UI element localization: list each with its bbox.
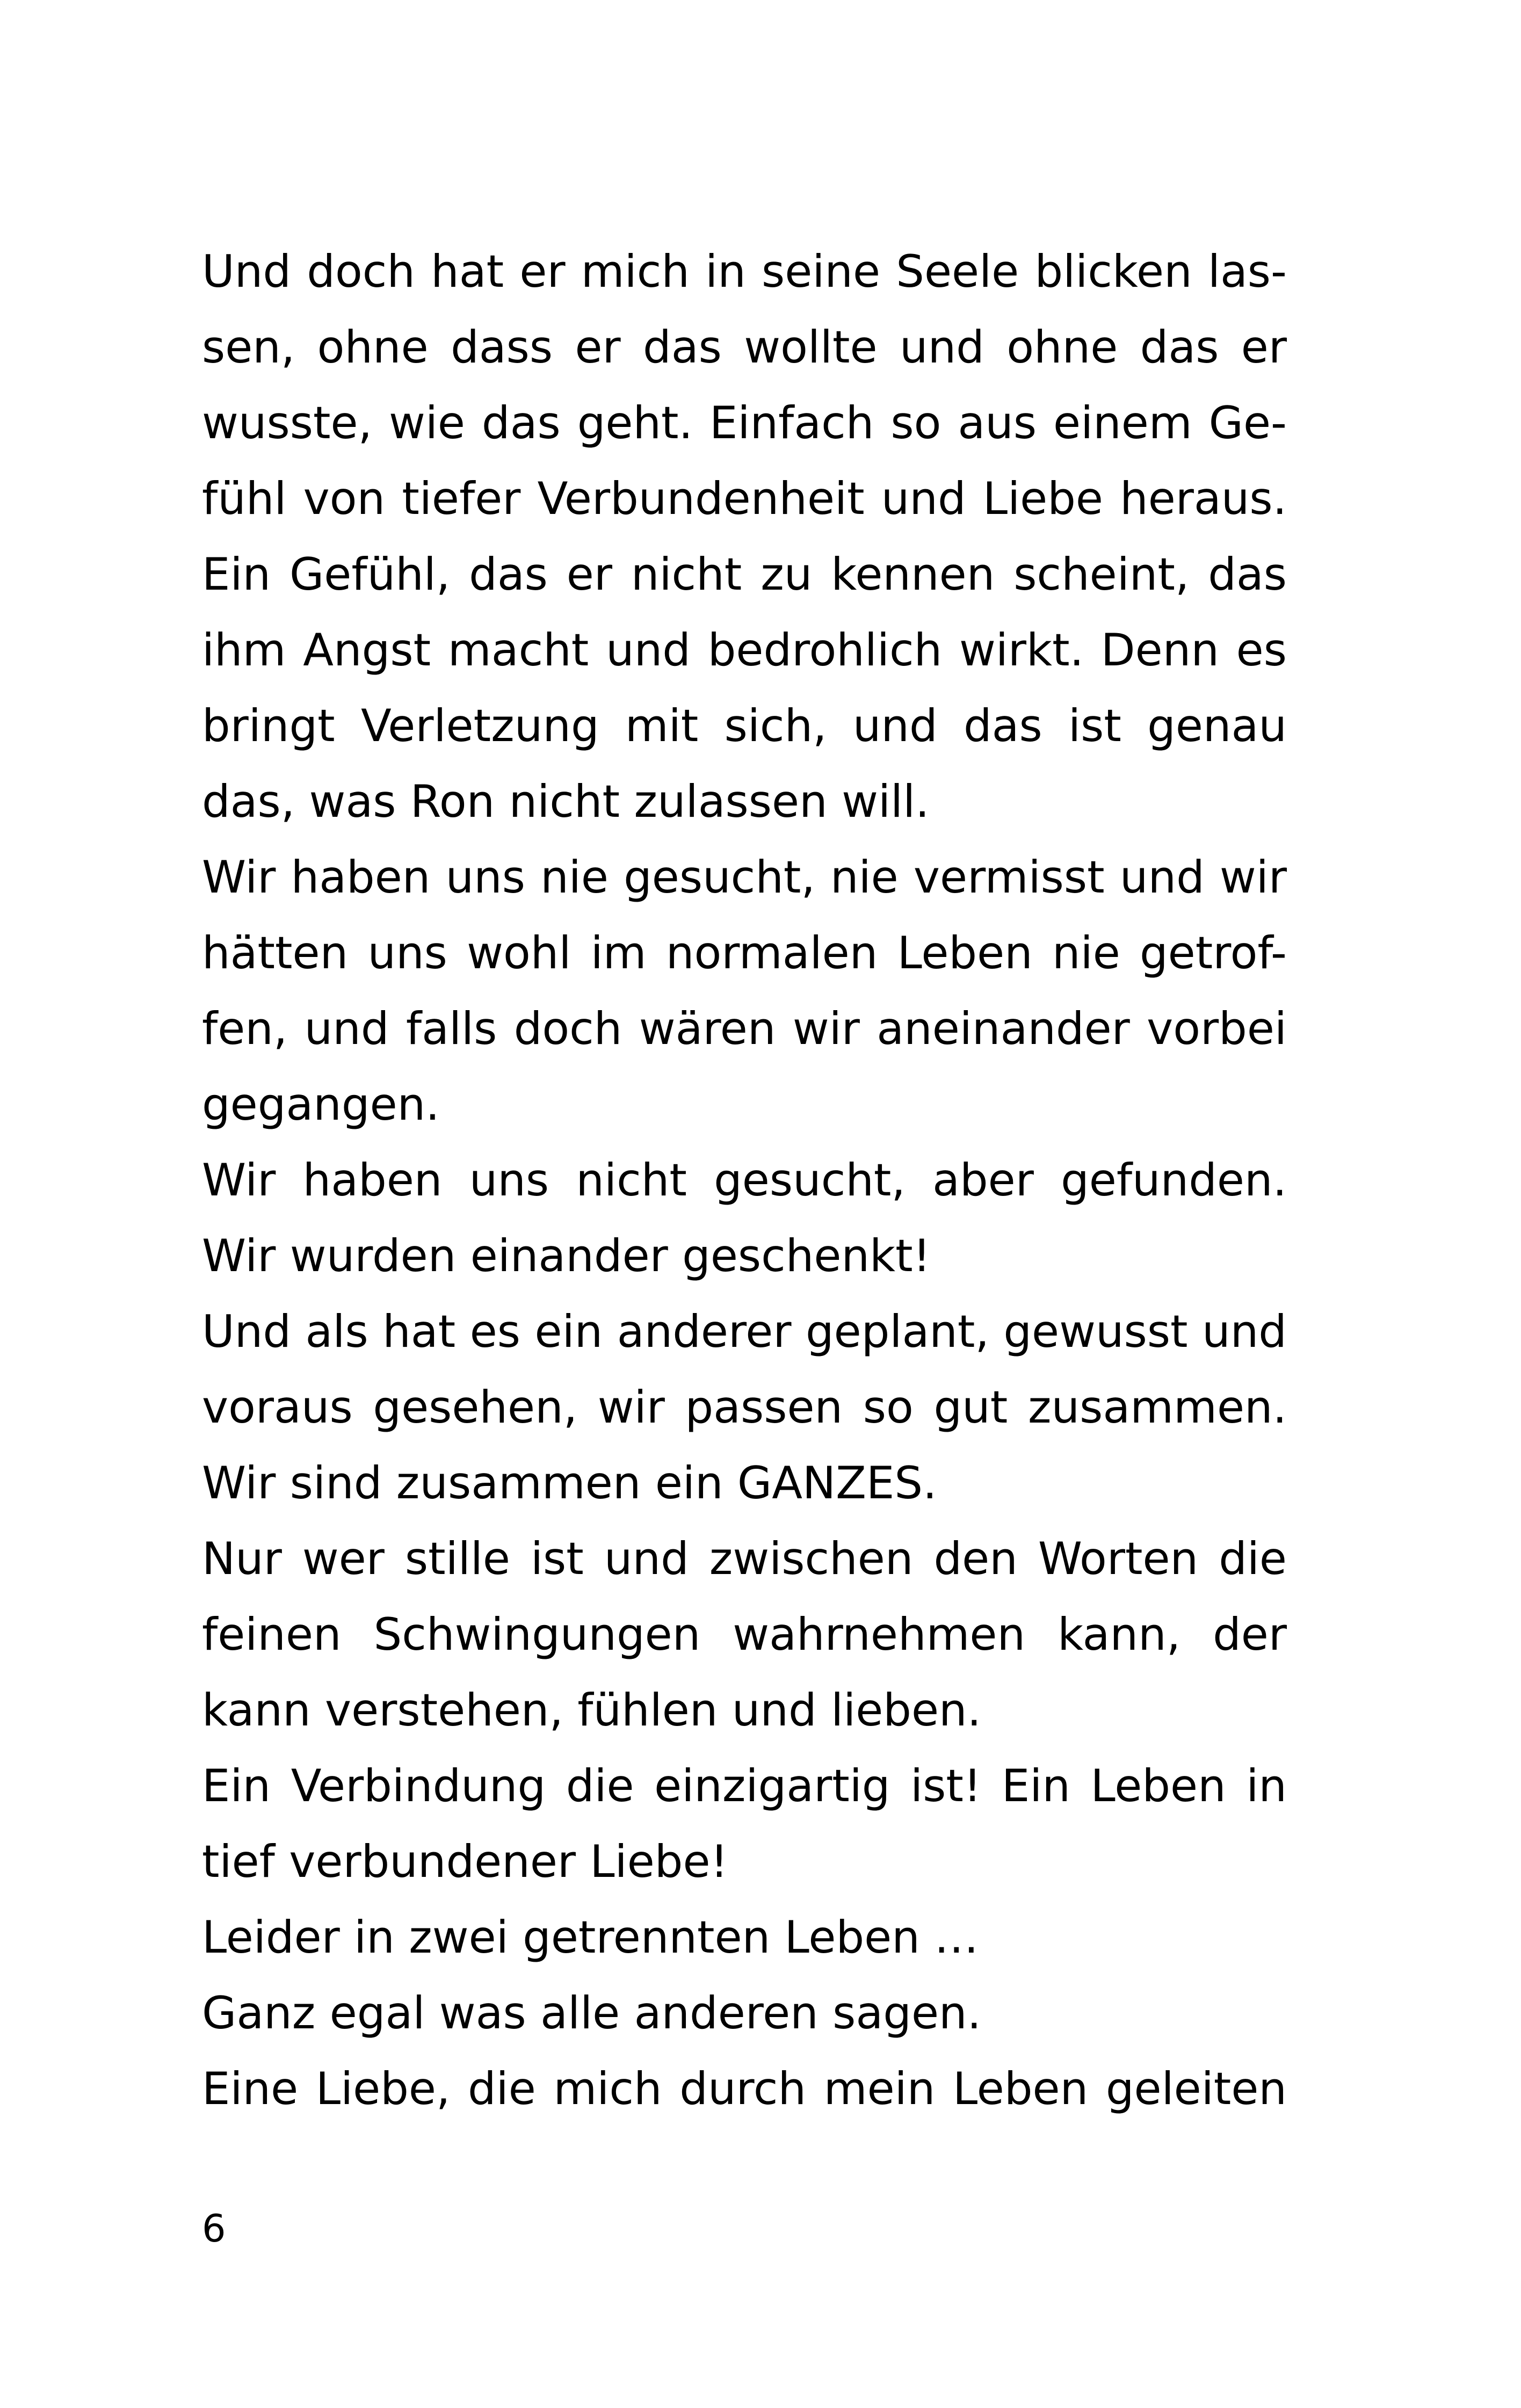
text-line: Ein Gefühl, das er nicht zu kennen scheint, das [202,548,1287,600]
text-line: feinen Schwingungen wahrnehmen kann, der [202,1608,1287,1660]
text-line: Eine Liebe, die mich durch mein Leben geleiten [202,2063,1287,2115]
text-line: wusste, wie das geht. Einfach so aus einem Ge- [202,397,1287,449]
text-line: Und als hat es ein anderer geplant, gewusst und [202,1305,1287,1358]
text-line: kann verstehen, fühlen und lieben. [202,1684,982,1736]
text-line: ihm Angst macht und bedrohlich wirkt. Denn es [202,624,1287,676]
text-line: fen, und falls doch wären wir aneinander vorbei [202,1003,1287,1055]
text-line: Nur wer stille ist und zwischen den Worten die [202,1533,1287,1585]
text-line: Wir sind zusammen ein GANZES. [202,1457,937,1509]
text-line: sen, ohne dass er das wollte und ohne das er [202,321,1287,373]
text-line: Leider in zwei getrennten Leben … [202,1911,979,1963]
text-line: Ganz egal was alle anderen sagen. [202,1987,982,2039]
text-line: das, was Ron nicht zulassen will. [202,775,930,828]
text-line: voraus gesehen, wir passen so gut zusammen. [202,1381,1287,1433]
body-text [202,234,1287,2127]
text-line: Wir wurden einander geschenkt! [202,1230,931,1282]
text-line: tief verbundener Liebe! [202,1836,728,1888]
text-line: Und doch hat er mich in seine Seele blicken las- [202,245,1287,298]
text-line: Wir haben uns nie gesucht, nie vermisst und wir [202,851,1287,903]
text-line: bringt Verletzung mit sich, und das ist genau [202,700,1287,752]
text-line: Wir haben uns nicht gesucht, aber gefunden. [202,1154,1287,1206]
text-line: hätten uns wohl im normalen Leben nie getrof- [202,927,1287,979]
text-line: fühl von tiefer Verbundenheit und Liebe heraus. [202,473,1287,525]
text-line: gegangen. [202,1078,440,1130]
text-line: Ein Verbindung die einzigartig ist! Ein Leben in [202,1760,1287,1812]
page-number: 6 [202,2207,226,2251]
